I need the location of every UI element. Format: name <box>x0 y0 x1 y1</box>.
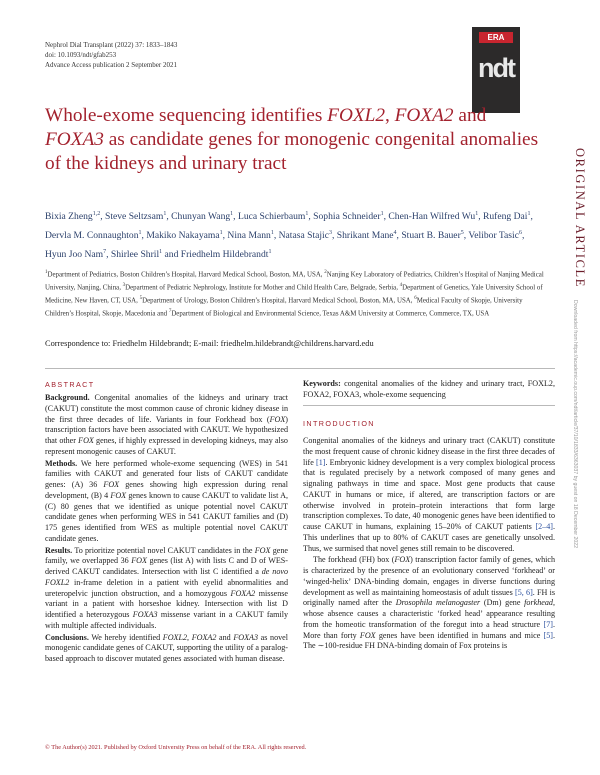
intro-paragraph-1: Congenital anomalies of the kidneys and urinary tract (CAKUT) constitute the most frequent cause of chronic kidney disease in the first three decades of life [1]. Embryonic kidney development is a very complex biological process that is regulated precisely by a network composed of many genes and signaling pathways in time and space. Most gene products that cause CAKUT in humans or mice, if altered, are transcription factors or are otherwise involved in protein–protein interactions that form large transcription complexes. To date, 40 monogenic genes have been identified to cause CAKUT in humans, explaining 15–20% of CAKUT patients [2–4]. This underlines that up to 80% of CAKUT cases are genetically unsolved. Thus, we surmised that novel genes still remain to be discovered. <box>303 436 555 553</box>
author-affiliation-mark: 1 <box>159 249 163 256</box>
author-name[interactable]: Shrikant Mane <box>336 230 394 242</box>
affiliation-text: Nanjing Key Laboratory of Pediatrics, Children’s Hospital of Nanjing Medical University, Nanjing, China, <box>45 271 544 292</box>
citation-link[interactable]: [1] <box>316 457 326 467</box>
author-name[interactable]: Rufeng Dai <box>482 211 528 223</box>
journal-header <box>45 40 177 70</box>
author-name[interactable]: Luca Schierbaum <box>237 211 306 223</box>
author-affiliation-mark: 1 <box>219 230 223 237</box>
author-affiliation-mark: 1,2 <box>92 211 101 217</box>
author-name[interactable]: Chen-Han Wilfred Wu <box>388 211 476 223</box>
affiliation-text: Department of Pediatrics, Boston Children’s Hospital, Harvard Medical School, Boston, MA, USA, <box>47 271 325 279</box>
intro-paragraph-2: The forkhead (FH) box (FOX) transcription factor family of genes, which is characterized by the presence of an evolutionary conserved ‘forkhead’ or ‘winged-helix’ DNA-binding domain, engages in diverse functions during development as well as maintaining homeostasis of adult tissues [5, 6]. FH is originally named after the Drosophila melanogaster (Dm) gene forkhead, whose absence causes a characteristic ‘forked head’ appearance resulting from the homeotic transformation of the foregut into a head structure [7]. More than forty FOX genes have been identified in humans and mice [5]. The ∼100-residue FH DNA-binding domain of Fox proteins is <box>303 555 556 651</box>
introduction-body <box>303 436 555 652</box>
affiliation-text: Department of Urology, Boston Children’s Hospital, Harvard Medical School, Boston, MA, USA, <box>142 297 415 305</box>
author-affiliation-mark: 4 <box>393 230 397 237</box>
author-name[interactable]: Bixia Zheng <box>45 211 93 223</box>
affiliation-number: 2 <box>324 270 327 275</box>
author-name[interactable]: Chunyan Wang <box>171 211 231 223</box>
author-name[interactable]: Natasa Stajic <box>278 230 329 242</box>
author-name[interactable]: Makiko Nakayama <box>146 230 220 242</box>
affiliation-text: Department of Pediatric Nephrology, Institute for Mother and Child Health Care, Belgrade, Serbia, <box>125 284 400 292</box>
author-affiliation-mark: 1 <box>527 211 531 217</box>
author-name[interactable]: Friedhelm Hildebrandt <box>180 249 269 261</box>
download-watermark: Downloaded from https://academic.oup.com/ndt/article/37/10/1833/6363037 by guest on 18 December 2022 <box>572 300 578 549</box>
divider <box>45 368 555 369</box>
affiliation-text: Medical Faculty of Skopje, University Children’s Hospital, Skopje, Macedonia and <box>45 297 523 318</box>
abstract-conclusions: Conclusions. We hereby identified FOXL2, FOXA2 and FOXA3 as novel monogenic candidate genes of CAKUT, supporting the utility of a paralog-based approach to discover mutated genes associated with human disease. <box>45 632 288 663</box>
keywords: Keywords: congenital anomalies of the kidney and urinary tract, FOXL2, FOXA2, FOXA3, whole-exome sequencing <box>303 379 555 399</box>
author-affiliation-mark: 1 <box>163 211 167 217</box>
citation-link[interactable]: [7] <box>543 619 553 629</box>
ndt-journal-logo <box>472 27 520 113</box>
advance-access-line: Advance Access publication 2 September 2021 <box>45 61 177 69</box>
era-badge: ERA <box>479 32 513 43</box>
abstract-body <box>45 393 288 665</box>
introduction-heading: INTRODUCTION <box>303 419 375 428</box>
abstract-methods: Methods. We here performed whole-exome sequencing (WES) in 541 families with CAKUT and generated four lists of CAKUT candidate genes: (A) 36 FOX genes showing high expression during renal development, (B) 4 FOX genes known to cause CAKUT to validate list A, (C) 80 genes that we identified as unique potential novel CAKUT candidate genes when performing WES in 541 CAKUT families and (D) 175 genes identified from WES as multiple potential novel CAKUT candidate genes. <box>45 458 289 543</box>
affiliations <box>45 268 550 320</box>
citation-link[interactable]: [5, 6] <box>515 587 533 597</box>
author-name[interactable]: Dervla M. Connaughton <box>45 230 139 242</box>
author-name[interactable]: Steve Seltzsam <box>105 211 164 223</box>
author-list: Bixia Zheng$^{1,2}$, Steve Seltzsam$^1$, Chunyan Wang$^1$, Luca Schierbaum$^1$, Sophia Schneider$^1$, Chen-Han Wilfred Wu$^1$, Rufeng Dai$^1$, Dervla M. Connaughton$^1$, Makiko Nakayama$^1$, Nina Mann$^1$, Natasa Stajic$^3$, Shrikant Mane$^4$, Stuart B. Bauer$^5$, Velibor Tasic$^6$, Hyun Joo Nam$^7$, Shirlee Shril$^1$ and Friedhelm Hildebrandt$^1$ <box>45 211 533 261</box>
affiliation-number: 1 <box>45 270 48 275</box>
doi-line[interactable]: doi: 10.1093/ndt/gfab253 <box>45 51 117 59</box>
article-type-label: ORIGINAL ARTICLE <box>573 148 587 288</box>
author-affiliation-mark: 6 <box>518 230 522 237</box>
author-name[interactable]: Nina Mann <box>227 230 271 242</box>
author-affiliation-mark: 1 <box>475 211 479 217</box>
affiliation-number: 6 <box>414 296 417 302</box>
author-name[interactable]: Sophia Schneider <box>313 211 381 223</box>
author-affiliation-mark: 7 <box>103 249 107 256</box>
affiliation-number: 7 <box>168 309 172 315</box>
affiliation-number: 5 <box>139 296 143 302</box>
author-affiliation-mark: 1 <box>268 249 272 256</box>
author-affiliation-mark: 1 <box>230 211 234 217</box>
divider <box>303 405 555 406</box>
author-name[interactable]: Shirlee Shril <box>110 249 160 261</box>
author-name[interactable]: Velibor Tasic <box>468 230 519 242</box>
correspondence: Correspondence to: Friedhelm Hildebrandt; E-mail: friedhelm.hildebrandt@childrens.harvard.edu <box>45 339 374 348</box>
affiliation-text: Department of Biological and Environmental Science, Texas A&M University at Commerce, Commerce, TX, USA <box>171 310 490 318</box>
citation-link[interactable]: [2–4] <box>535 522 553 531</box>
author-affiliation-mark: 1 <box>380 211 384 217</box>
citation-link[interactable]: [5] <box>543 630 553 640</box>
author-name[interactable]: Hyun Joo Nam <box>45 249 104 261</box>
article-title: Whole-exome sequencing identifies FOXL2, FOXA2 and FOXA3 as candidate genes for monogenic congenital anomalies of the kidneys and urinary tract <box>45 105 539 174</box>
abstract-results: Results. To prioritize potential novel CAKUT candidates in the FOX gene family, we overlapped 36 FOX genes (list A) with lists C and D of WES-derived CAKUT candidates. Intersection with list C identified a de novo FOXL2 in-frame deletion in a patient with eyelid abnormalities and ureteropelvic junction obstruction, and a homozygous FOXA2 missense variant in a patient with horseshoe kidney. Intersection with list D identified a heterozygous FOXA3 missense variant in a CAKUT family with multiple affected individuals. <box>45 545 289 630</box>
affiliation-number: 4 <box>399 283 403 289</box>
author-affiliation-mark: 1 <box>138 230 142 237</box>
affiliation-text: Department of Genetics, Yale University School of Medicine, New Haven, CT, USA, <box>45 284 543 305</box>
author-name[interactable]: Stuart B. Bauer <box>401 230 461 242</box>
ndt-logo-text: ndt <box>478 53 514 83</box>
abstract-background: Background. Congenital anomalies of the kidneys and urinary tract (CAKUT) constitute the most common cause of chronic kidney disease in the first three decades of life. Variants in four Forkhead box (FOX) transcription factors have been associated with CAKUT. We hypothesized that other FOX genes, if highly expressed in developing kidneys, may also represent monogenic causes of CAKUT. <box>45 393 288 456</box>
author-affiliation-mark: 5 <box>460 230 464 237</box>
abstract-heading: ABSTRACT <box>45 380 95 389</box>
author-affiliation-mark: 3 <box>328 230 332 237</box>
affiliation-number: 3 <box>122 283 126 289</box>
author-affiliation-mark: 1 <box>270 230 274 237</box>
journal-citation: Nephrol Dial Transplant (2022) 37: 1833–1843 <box>45 41 178 49</box>
author-affiliation-mark: 1 <box>305 211 309 217</box>
copyright-footer: © The Author(s) 2021. Published by Oxford University Press on behalf of the ERA. All rights reserved. <box>45 744 307 751</box>
